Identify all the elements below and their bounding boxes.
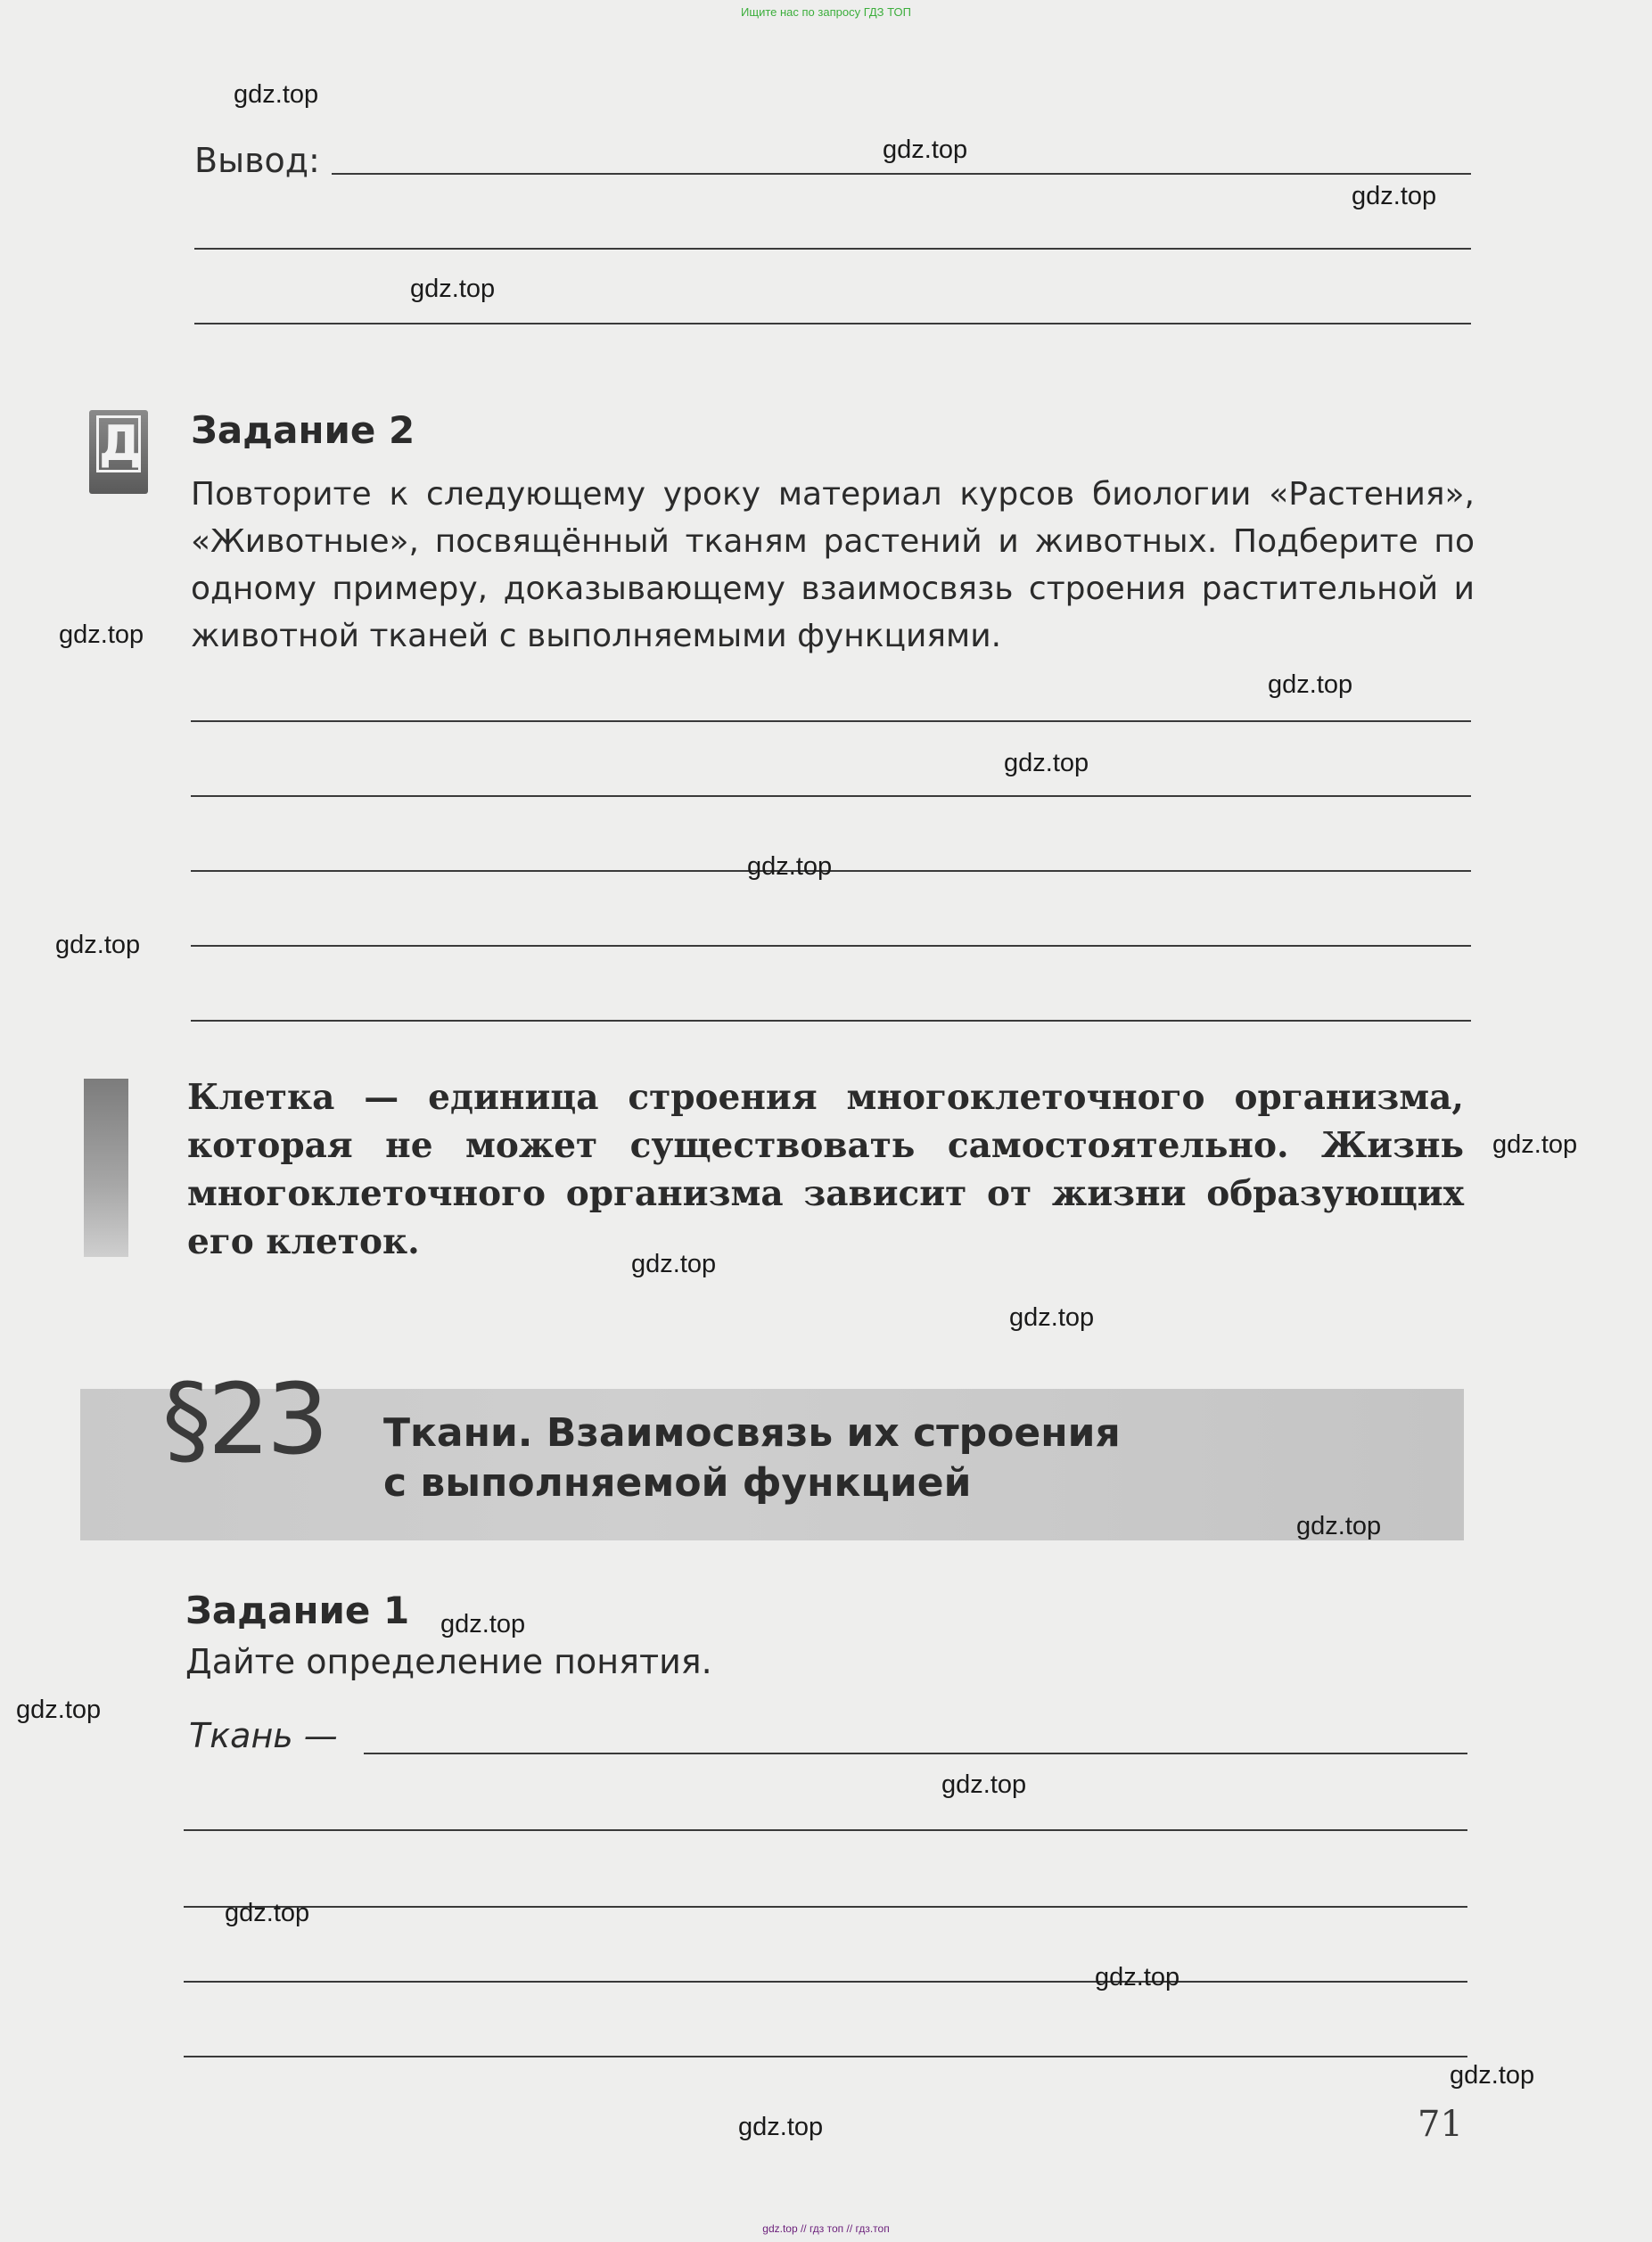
answer-line[interactable] (191, 945, 1471, 947)
watermark: gdz.top (1296, 1512, 1382, 1540)
cell-definition-quote: Клетка — единица строения многоклеточного организма, которая не может существовать самостоятельно. Жизнь многоклеточного организма зависит от жизни образующих его клеток. (187, 1077, 1464, 1262)
answer-line[interactable] (194, 323, 1471, 324)
homework-icon-letter: Д (96, 415, 141, 472)
watermark: gdz.top (1009, 1303, 1095, 1332)
answer-line[interactable] (191, 795, 1471, 797)
watermark: gdz.top (747, 852, 833, 881)
section-number: §23 (162, 1362, 325, 1476)
watermark: gdz.top (55, 931, 141, 959)
watermark: gdz.top (1450, 2061, 1535, 2090)
watermark: gdz.top (440, 1610, 526, 1638)
bottom-banner: gdz.top // гдз топ // гдз.топ (762, 2222, 890, 2235)
homework-icon (89, 410, 148, 494)
answer-line[interactable] (332, 173, 1471, 175)
answer-line[interactable] (191, 1020, 1471, 1022)
top-banner: Ищите нас по запросу ГДЗ ТОП (741, 5, 911, 19)
watermark: gdz.top (1492, 1130, 1578, 1159)
watermark: gdz.top (1352, 182, 1437, 210)
task2-text: Повторите к следующему уроку материал курсов биологии «Растения», «Животные», посвящённый тканям растений и животных. Подберите по одному примеру, доказывающему взаимосвязь строения растительной и животной тканей с выполняемыми функциями. (191, 476, 1475, 654)
watermark: gdz.top (883, 136, 968, 164)
watermark: gdz.top (225, 1899, 310, 1927)
section-title (383, 1408, 1121, 1508)
answer-line[interactable] (184, 1981, 1467, 1983)
answer-line[interactable] (184, 2056, 1467, 2057)
answer-line[interactable] (191, 720, 1471, 722)
watermark: gdz.top (16, 1696, 102, 1724)
answer-line[interactable] (364, 1753, 1467, 1754)
watermark: gdz.top (1268, 670, 1353, 699)
watermark: gdz.top (59, 620, 144, 649)
task2-title: Задание 2 (191, 408, 415, 452)
answer-line[interactable] (184, 1829, 1467, 1831)
watermark: gdz.top (1095, 1963, 1180, 1992)
watermark: gdz.top (234, 80, 319, 109)
section-title-line1: Ткани. Взаимосвязь их строения (383, 1410, 1121, 1456)
task1-prompt: Дайте определение понятия. (185, 1642, 712, 1681)
page-number: 71 (1418, 2104, 1463, 2145)
watermark: gdz.top (941, 1770, 1027, 1799)
quote-bar (84, 1079, 128, 1257)
watermark: gdz.top (410, 275, 496, 303)
watermark: gdz.top (1004, 749, 1089, 777)
answer-line[interactable] (194, 248, 1471, 250)
answer-line[interactable] (184, 1906, 1467, 1908)
task1-title: Задание 1 (185, 1589, 410, 1632)
watermark: gdz.top (631, 1250, 717, 1278)
watermark: gdz.top (738, 2113, 824, 2141)
conclusion-label: Вывод: (194, 141, 320, 180)
term-tissue: Ткань — (189, 1716, 338, 1755)
section-title-line2: с выполняемой функцией (383, 1460, 972, 1506)
